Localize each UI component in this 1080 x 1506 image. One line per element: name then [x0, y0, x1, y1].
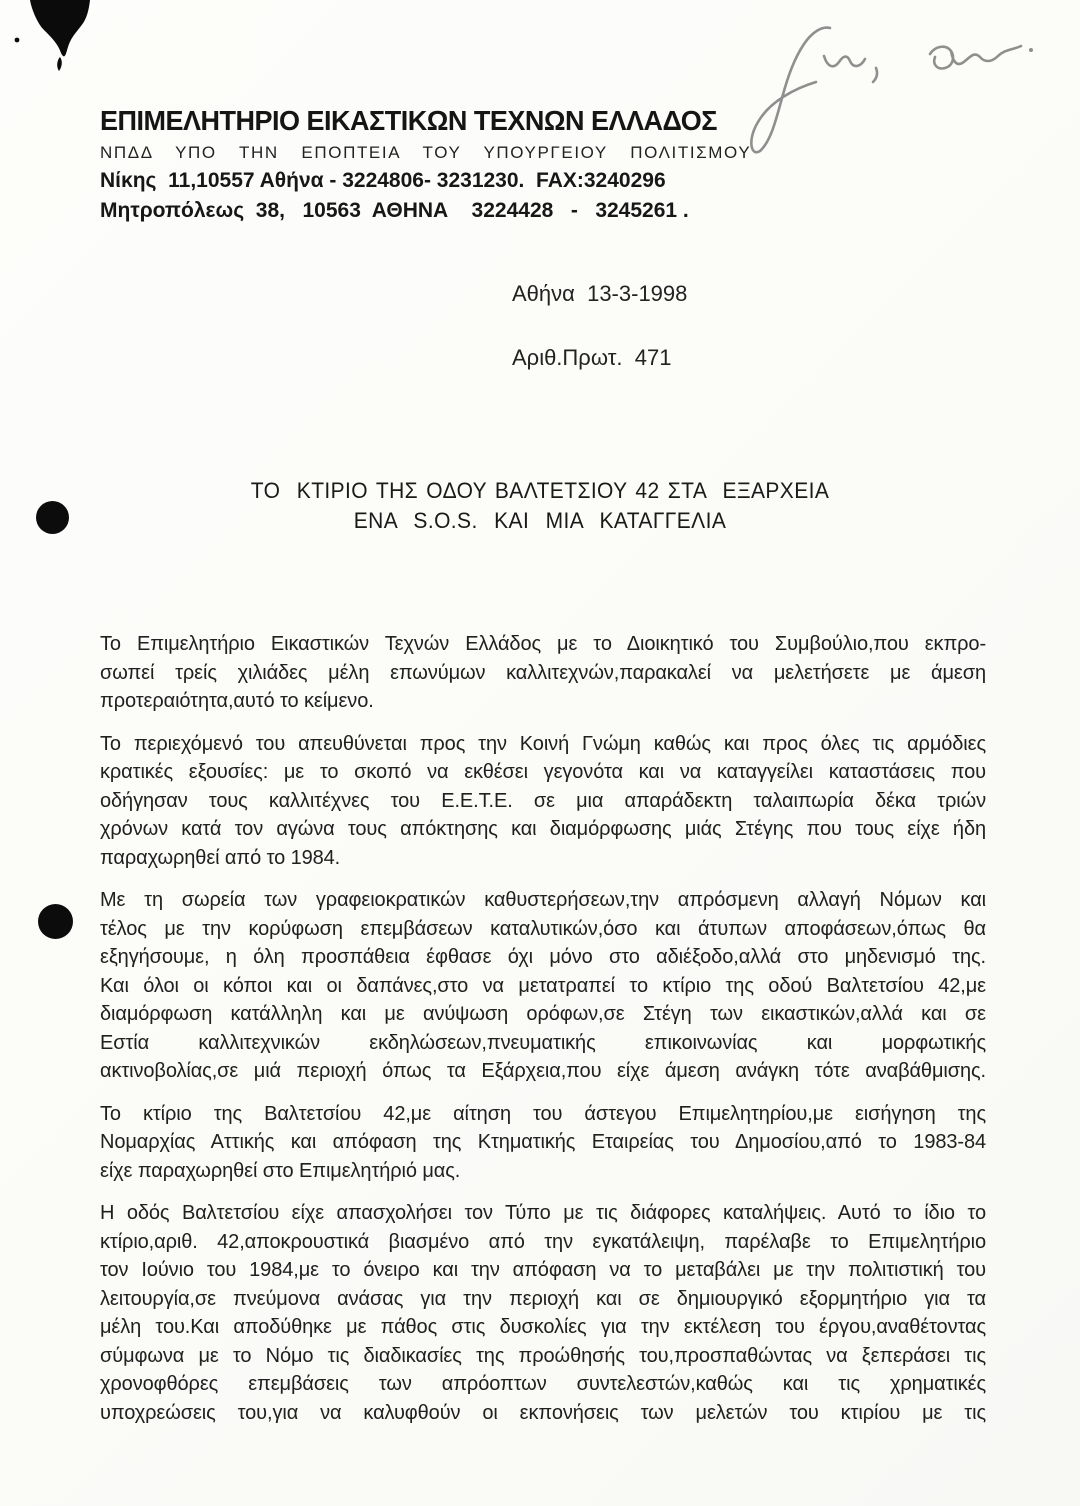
body-paragraph: [100, 730, 986, 873]
paragraph-line: Η οδός Βαλτετσίου είχε απασχολήσει τον Τύπο με τις διάφορες καταλήψεις. Αυτό το ίδιο το: [100, 1202, 986, 1224]
paragraph-line: παραχωρηθεί από το 1984.: [100, 846, 341, 869]
org-name: ΕΠΙΜΕΛΗΤΗΡΙΟ ΕΙΚΑΣΤΙΚΩΝ ΤΕΧΝΩΝ ΕΛΛΑΔΟΣ: [100, 105, 717, 137]
paragraph-line: Το Επιμελητήριο Εικαστικών Τεχνών Ελλάδος με το Διοικητικό του Συμβούλιο,που εκπρο-: [100, 633, 986, 655]
paragraph-line: ακτινοβολίας,σε μιά περιοχή όπως τα Εξάρχεια,που είχε άμεση ανάγκη τότε αναβάθμισης.: [100, 1060, 986, 1082]
paragraph-line: Με τη σωρεία των γραφειοκρατικών καθυστερήσεων,την απρόσμενη αλλαγή Νόμων και: [100, 889, 986, 911]
body-text: [100, 630, 986, 1441]
paragraph-line: χρόνων κατά τον αγώνα τους απόκτησης και διαμόρφωσης μιάς Στέγης που τους είχε ήδη: [100, 818, 986, 840]
letterhead: [100, 104, 820, 226]
paragraph-line: Νομαρχίας Αττικής και απόφαση της Κτηματικής Εταιρείας του Δημοσίου,από το 1983-84: [100, 1131, 986, 1153]
paragraph-line: κτίριο,αριθ. 42,αποκρουστικά βιασμένο από την εγκατάλειψη, παρέλαβε το Επιμελητήριο: [100, 1230, 986, 1253]
title-line-1: ΤΟ ΚΤΙΡΙΟ ΤΗΣ ΟΔΟΥ ΒΑΛΤΕΤΣΙΟΥ 42 ΣΤΑ ΕΞΑΡΧΕΙΑ: [250, 479, 830, 504]
hole-punch-mark: [36, 501, 69, 534]
paragraph-line: προτεραιότητα,αυτό το κείμενο.: [100, 690, 374, 712]
body-paragraph: [100, 886, 986, 1086]
paragraph-line: λειτουργία,σε πνεύμονα ανάσας για την περιοχή και σε δημιουργικό εξορμητήριο για τα: [100, 1287, 986, 1310]
paragraph-line: Εστία καλλιτεχνικών εκδηλώσεων,πνευματικής επικοινωνίας και μορφωτικής: [100, 1031, 986, 1054]
org-address-line-1: Νίκης 11,10557 Αθήνα - 3224806- 3231230. FAX:3240296: [100, 169, 666, 192]
paragraph-line: Και όλοι οι κόποι και οι δαπάνες,στο να μετατραπεί το κτίριο της οδού Βαλτετσίου 42,με: [100, 974, 986, 997]
document-title: [100, 476, 980, 536]
paragraph-line: κρατικές εξουσίες: με το σκοπό να εκθέσει γεγονότα και να καταγγείλει καταστάσεις που: [100, 761, 986, 783]
body-paragraph: [100, 630, 986, 716]
paragraph-line: διαμόρφωση κατάλληλη και με ανύψωση ορόφων,σε Στέγη των εικαστικών,αλλά και σε: [100, 1003, 986, 1025]
paragraph-line: υποχρεώσεις του,για να καλυφθούν οι εκπονήσεις των μελετών του κτιρίου με τις: [100, 1401, 986, 1424]
paragraph-line: σωπεί τρείς χιλιάδες μέλη επωνύμων καλλιτεχνών,παρακαλεί να μελετήσετε με άμεση: [100, 661, 986, 684]
body-paragraph: [100, 1100, 986, 1186]
ink-blot-mark: [0, 0, 120, 96]
paragraph-line: εξηγήσουμε, η όλη προσπάθεια έφθασε όχι μόνο στο αδιέξοδο,αλλά στο μηδενισμό της.: [100, 946, 986, 968]
paragraph-line: είχε παραχωρηθεί στο Επιμελητήριό μας.: [100, 1159, 461, 1182]
paragraph-line: Το κτίριο της Βαλτετσίου 42,με αίτηση του άστεγου Επιμελητηρίου,με εισήγηση της: [100, 1102, 986, 1125]
date-line: Αθήνα 13-3-1998: [512, 281, 688, 306]
body-paragraph: [100, 1199, 986, 1427]
org-address-line-2: Μητροπόλεως 38, 10563 ΑΘΗΝΑ 3224428 - 3245261 .: [100, 199, 689, 222]
paragraph-line: τον Ιούνιο του 1984,με το όνειρο και την απόφαση να το μεταβάλει με την πολιτιστική του: [100, 1259, 986, 1281]
paragraph-line: χρονοφθόρες επεμβάσεις των απρόοπτων συντελεστών,καθώς και τις χρηματικές: [100, 1373, 986, 1395]
paragraph-line: Το περιεχόμενό του απευθύνεται προς την Κοινή Γνώμη καθώς και προς όλες τις αρμόδιες: [100, 732, 986, 755]
paragraph-line: μέλη του.Και αποδύθηκε με πάθος στις δυσκολίες για την εκτέλεση του έργου,αναθέτοντας: [100, 1316, 986, 1338]
org-supervision-line: ΝΠΔΔ ΥΠΟ ΤΗΝ ΕΠΟΠΤΕΙΑ ΤΟΥ ΥΠΟΥΡΓΕΙΟΥ ΠΟΛΙΤΙΣΜΟΥ: [100, 143, 752, 162]
hole-punch-mark: [38, 904, 73, 939]
paragraph-line: οδήγησαν τους καλλιτέχνες του Ε.Ε.Τ.Ε. σε μια απαράδεκτη ταλαιπωρία δέκα τριών: [100, 789, 986, 812]
title-line-2: ΕΝΑ S.O.S. ΚΑΙ ΜΙΑ ΚΑΤΑΓΓΕΛΙΑ: [353, 509, 727, 534]
paragraph-line: τέλος με την κορύφωση επεμβάσεων καταλυτικών,όσο και άτυπων αποφάσεων,όπως θα: [100, 917, 986, 940]
protocol-number-line: Αριθ.Πρωτ. 471: [512, 345, 672, 370]
paragraph-line: σύμφωνα με το Νόμο τις διαδικασίες της προώθησής του,προσπαθώντας να ξεπεράσει τις: [100, 1344, 986, 1367]
